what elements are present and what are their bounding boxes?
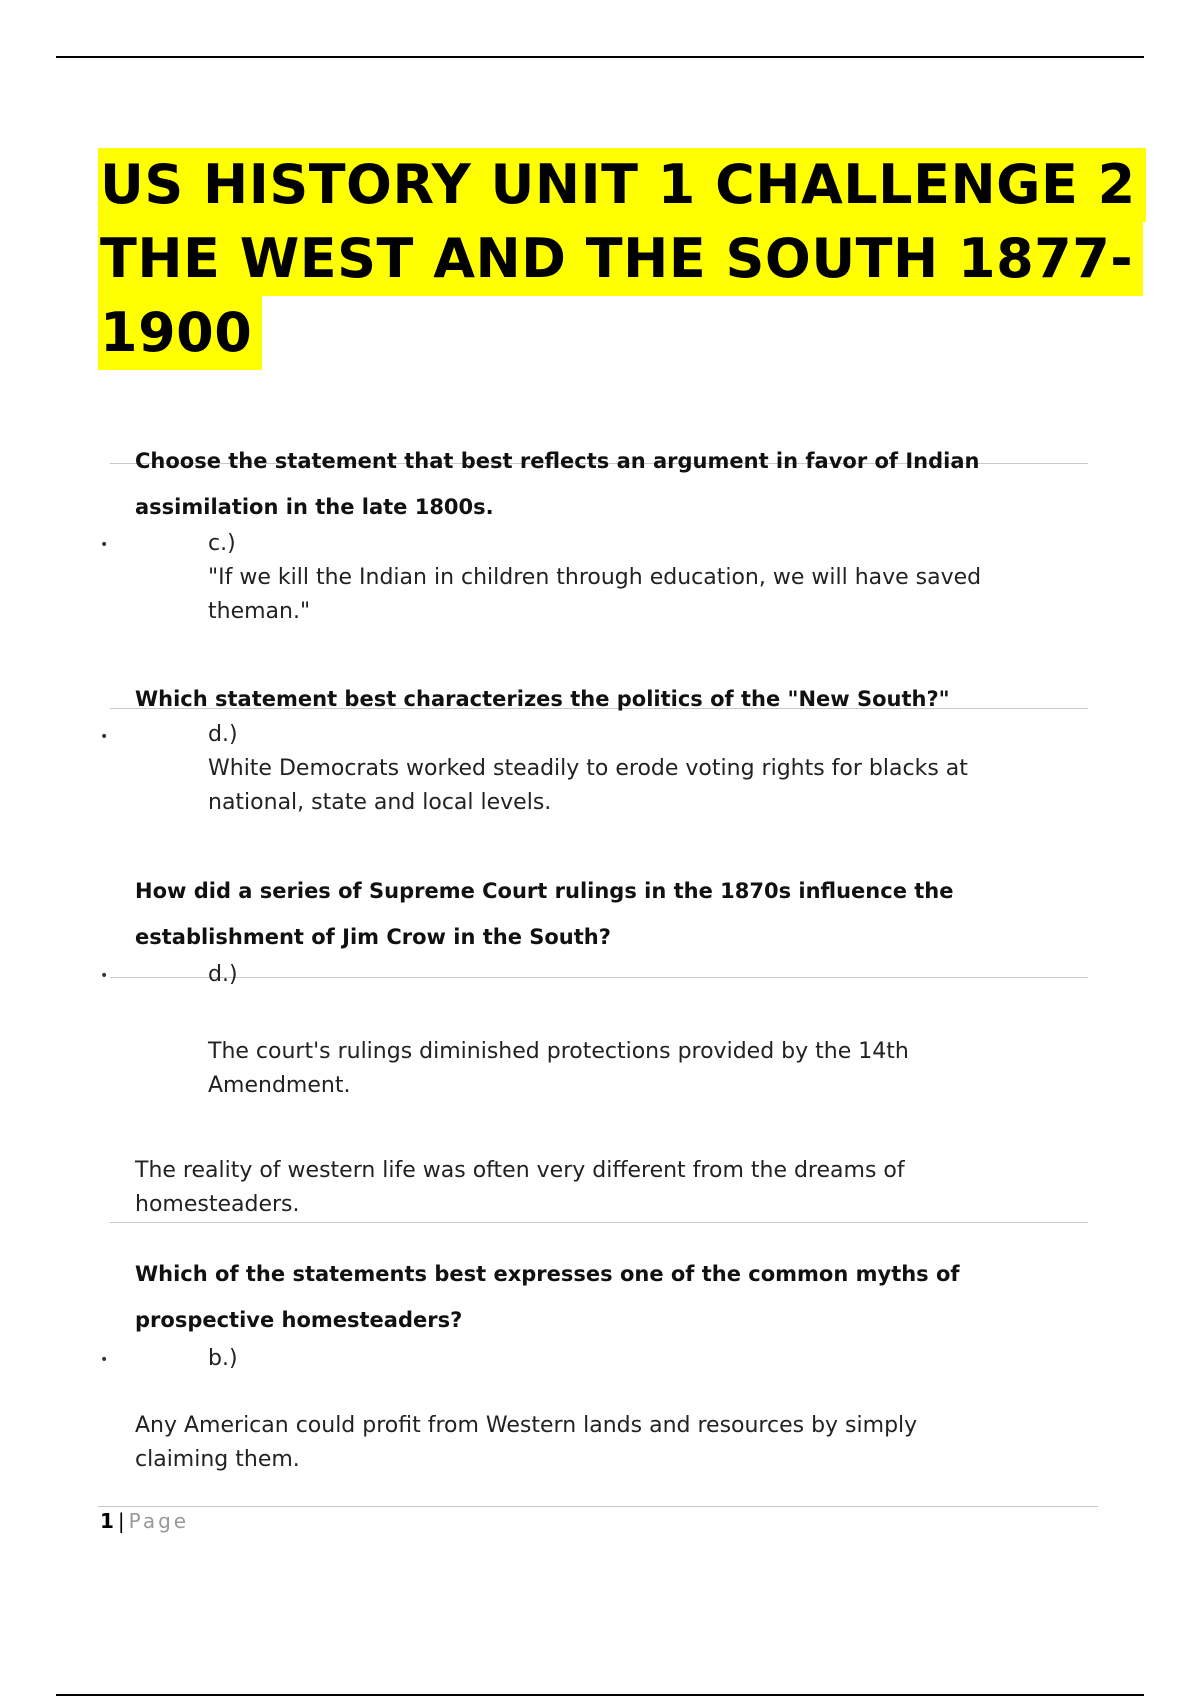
document-title	[98, 148, 1136, 370]
bullet-icon: •	[100, 537, 109, 553]
context-text	[135, 1154, 905, 1222]
question-3	[135, 868, 953, 960]
page-number: 1	[100, 1509, 114, 1533]
question-3-line-2: establishment of Jim Crow in the South?	[135, 925, 611, 949]
answer-2-line-1: White Democrats worked steadily to erode voting rights for blacks at	[208, 756, 968, 781]
title-line-1: US HISTORY UNIT 1 CHALLENGE 2	[98, 148, 1146, 222]
option-label-1: c.)	[208, 531, 236, 556]
page-footer	[100, 1509, 189, 1533]
top-rule	[56, 56, 1144, 58]
answer-3-line-2: Amendment.	[208, 1073, 351, 1098]
question-4	[135, 1251, 960, 1343]
context-line-2: homesteaders.	[135, 1192, 300, 1217]
answer-1	[208, 561, 981, 629]
answer-4-line-1: Any American could profit from Western lands and resources by simply	[135, 1413, 918, 1438]
question-4-line-1: Which of the statements best expresses one of the common myths of	[135, 1262, 960, 1286]
title-line-3: 1900	[98, 296, 262, 370]
option-label-4: b.)	[208, 1346, 238, 1371]
answer-3-line-1: The court's rulings diminished protections provided by the 14th	[208, 1039, 909, 1064]
answer-4	[135, 1409, 917, 1477]
divider	[110, 1222, 1088, 1223]
bullet-icon: •	[100, 1352, 109, 1368]
answer-2	[208, 752, 968, 820]
footer-separator: |	[117, 1509, 125, 1533]
answer-2-line-2: national, state and local levels.	[208, 790, 552, 815]
question-1	[135, 438, 979, 530]
answer-4-line-2: claiming them.	[135, 1447, 300, 1472]
option-label-3: d.)	[208, 962, 238, 987]
context-line-1: The reality of western life was often very different from the dreams of	[135, 1158, 905, 1183]
option-label-2: d.)	[208, 722, 238, 747]
title-line-2: THE WEST AND THE SOUTH 1877-	[98, 222, 1143, 296]
question-1-line-1: Choose the statement that best reflects an argument in favor of Indian	[135, 449, 980, 473]
divider	[110, 977, 1088, 978]
question-2-line-1: Which statement best characterizes the politics of the "New South?"	[135, 687, 950, 711]
page-label: Page	[128, 1509, 190, 1533]
question-3-line-1: How did a series of Supreme Court rulings in the 1870s influence the	[135, 879, 954, 903]
answer-1-line-1: "If we kill the Indian in children through education, we will have saved	[208, 565, 982, 590]
answer-1-line-2: theman."	[208, 599, 311, 624]
bottom-rule	[56, 1694, 1144, 1696]
footer-rule	[98, 1506, 1098, 1507]
bullet-icon: •	[100, 729, 109, 745]
answer-3	[208, 1035, 909, 1103]
question-2	[135, 676, 950, 722]
question-1-line-2: assimilation in the late 1800s.	[135, 495, 494, 519]
question-4-line-2: prospective homesteaders?	[135, 1308, 463, 1332]
bullet-icon: •	[100, 968, 109, 984]
